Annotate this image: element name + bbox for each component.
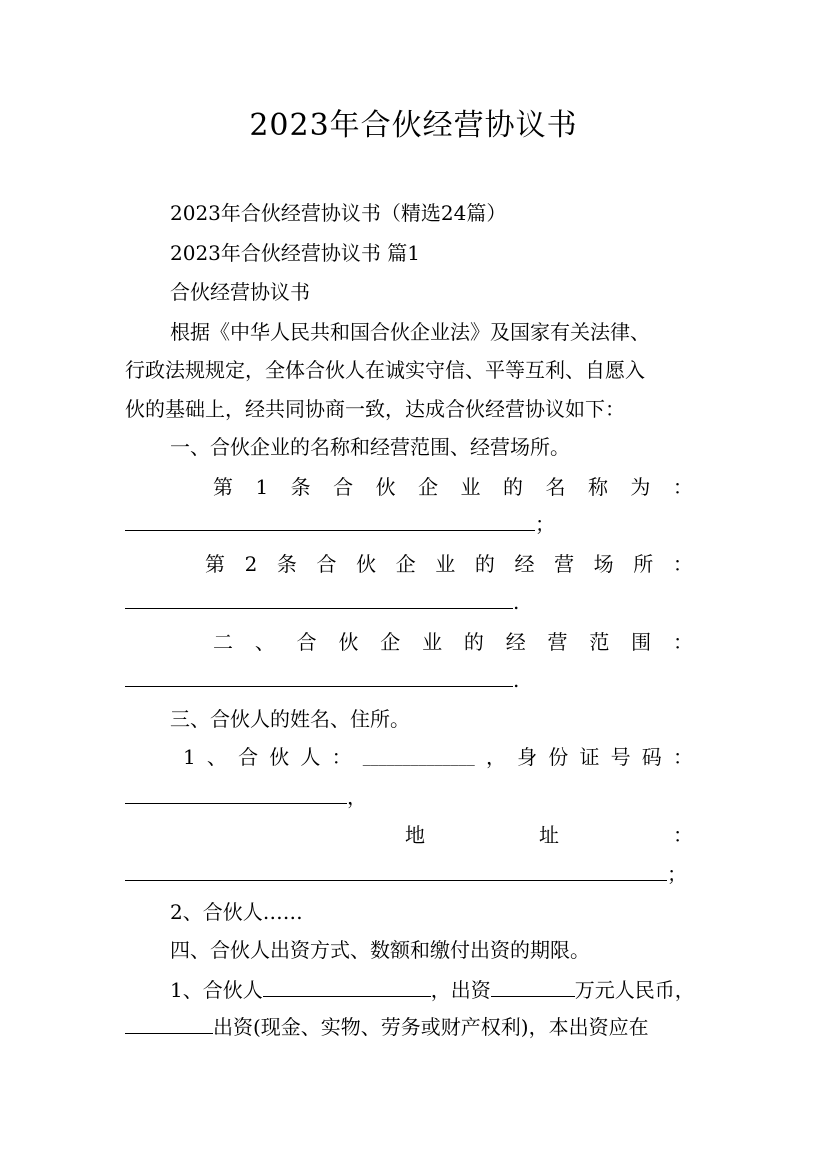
article-char: 范 [589,630,610,654]
section-4-heading: 四、合伙人出资方式、数额和缴付出资的期限。 [170,938,590,962]
address-end: ； [667,862,687,886]
partner-1-line [125,745,693,769]
article-char: 为 [630,475,651,499]
article-char: 经 [505,630,526,654]
article-char: 所 [633,552,654,576]
method-blank[interactable] [125,1015,213,1034]
article-1-line [125,475,693,499]
article-char: 合 [296,630,317,654]
partner-char: 号 [610,745,631,769]
article-char: 第 [205,552,225,576]
scope-blank[interactable] [125,668,513,687]
article-char: ： [672,475,693,499]
article-3-blank-line [125,668,519,692]
article-char: 营 [547,630,568,654]
invest-label: ，出资 [430,978,491,1002]
article-char: 经 [514,552,535,576]
partner-char: 人 [300,745,321,769]
address-blank-line [125,862,687,886]
invest-label: 万元人民币， [574,978,695,1002]
article-char: 围 [631,630,652,654]
partner-char: 1 [183,745,196,769]
article-char: 合 [333,475,354,499]
article-2-line [125,552,693,576]
article-char: 的 [503,475,524,499]
partner-char: 、 [206,745,227,769]
agreement-heading: 合伙经营协议书 [170,280,310,304]
article-char: 伙 [375,475,396,499]
article-2-blank-line [125,590,519,614]
article-char: 二 [213,630,233,654]
partner-blank[interactable] [263,978,431,997]
article-char: 1 [255,475,269,499]
partner-char: 份 [548,745,569,769]
partner-char: 合 [238,745,259,769]
article-3-line [125,630,693,654]
article-char: 企 [418,475,439,499]
address-line [125,823,693,847]
article-char: ： [672,630,693,654]
id-number-blank[interactable] [125,785,347,804]
article-3-end: . [513,668,520,692]
partner-char: ， [485,745,506,769]
address-char: ： [673,823,693,847]
intro-line-3: 伙的基础上，经共同协商一致，达成合伙经营协议如下： [125,397,625,421]
partner-char: 码 [641,745,662,769]
article-char: 名 [545,475,566,499]
investment-line-1 [170,978,695,1002]
article-char: 合 [316,552,337,576]
article-char: 的 [463,630,484,654]
article-char: 称 [587,475,608,499]
partner-char: 身 [517,745,538,769]
chapter-heading: 2023年合伙经营协议书 篇1 [170,241,420,265]
section-3-heading: 三、合伙人的姓名、住所。 [170,707,410,731]
intro-line-2: 行政法规规定，全体合伙人在诚实守信、平等互利、自愿入 [125,358,645,382]
article-char: 伙 [338,630,359,654]
article-char: 、 [254,630,275,654]
id-number-blank-line [125,785,367,809]
intro-line-1: 根据《中华人民共和国合伙企业法》及国家有关法律、 [170,320,650,344]
section-1-heading: 一、合伙企业的名称和经营范围、经营场所。 [170,435,570,459]
article-char: 业 [435,552,456,576]
partner-char: ： [331,745,352,769]
partner-2-line: 2、合伙人…… [170,900,303,924]
partner-char: ： [672,745,693,769]
address-char: 地 [405,823,425,847]
partner-char: 伙 [269,745,290,769]
partner-char: 证 [579,745,600,769]
article-char: 伙 [356,552,377,576]
article-char: ： [672,552,693,576]
subtitle: 2023年合伙经营协议书（精选24篇） [170,201,507,225]
partner-1-end: ， [347,785,367,809]
article-char: 业 [460,475,481,499]
article-2-end: . [513,590,520,614]
article-char: 条 [276,552,297,576]
amount-blank[interactable] [491,978,575,997]
article-char: 条 [290,475,311,499]
address-blank[interactable] [125,862,667,881]
article-char: 2 [244,552,258,576]
article-char: 第 [213,475,233,499]
investment-line-2 [125,1015,649,1039]
invest-text: 出资(现金、实物、劳务或财产权利)，本出资应在 [213,1015,649,1039]
address-char: 址 [539,823,559,847]
article-char: 企 [380,630,401,654]
article-char: 场 [593,552,614,576]
article-1-blank-line [125,512,555,536]
article-1-end: ； [535,512,555,536]
partner-name-blank[interactable]: ______________ [362,747,475,766]
location-blank[interactable] [125,590,513,609]
name-blank[interactable] [125,512,535,531]
article-char: 营 [554,552,575,576]
article-char: 业 [422,630,443,654]
invest-label: 1、合伙人 [170,978,263,1002]
article-char: 的 [474,552,495,576]
document-title: 2023年合伙经营协议书 [249,108,578,143]
article-char: 企 [395,552,416,576]
